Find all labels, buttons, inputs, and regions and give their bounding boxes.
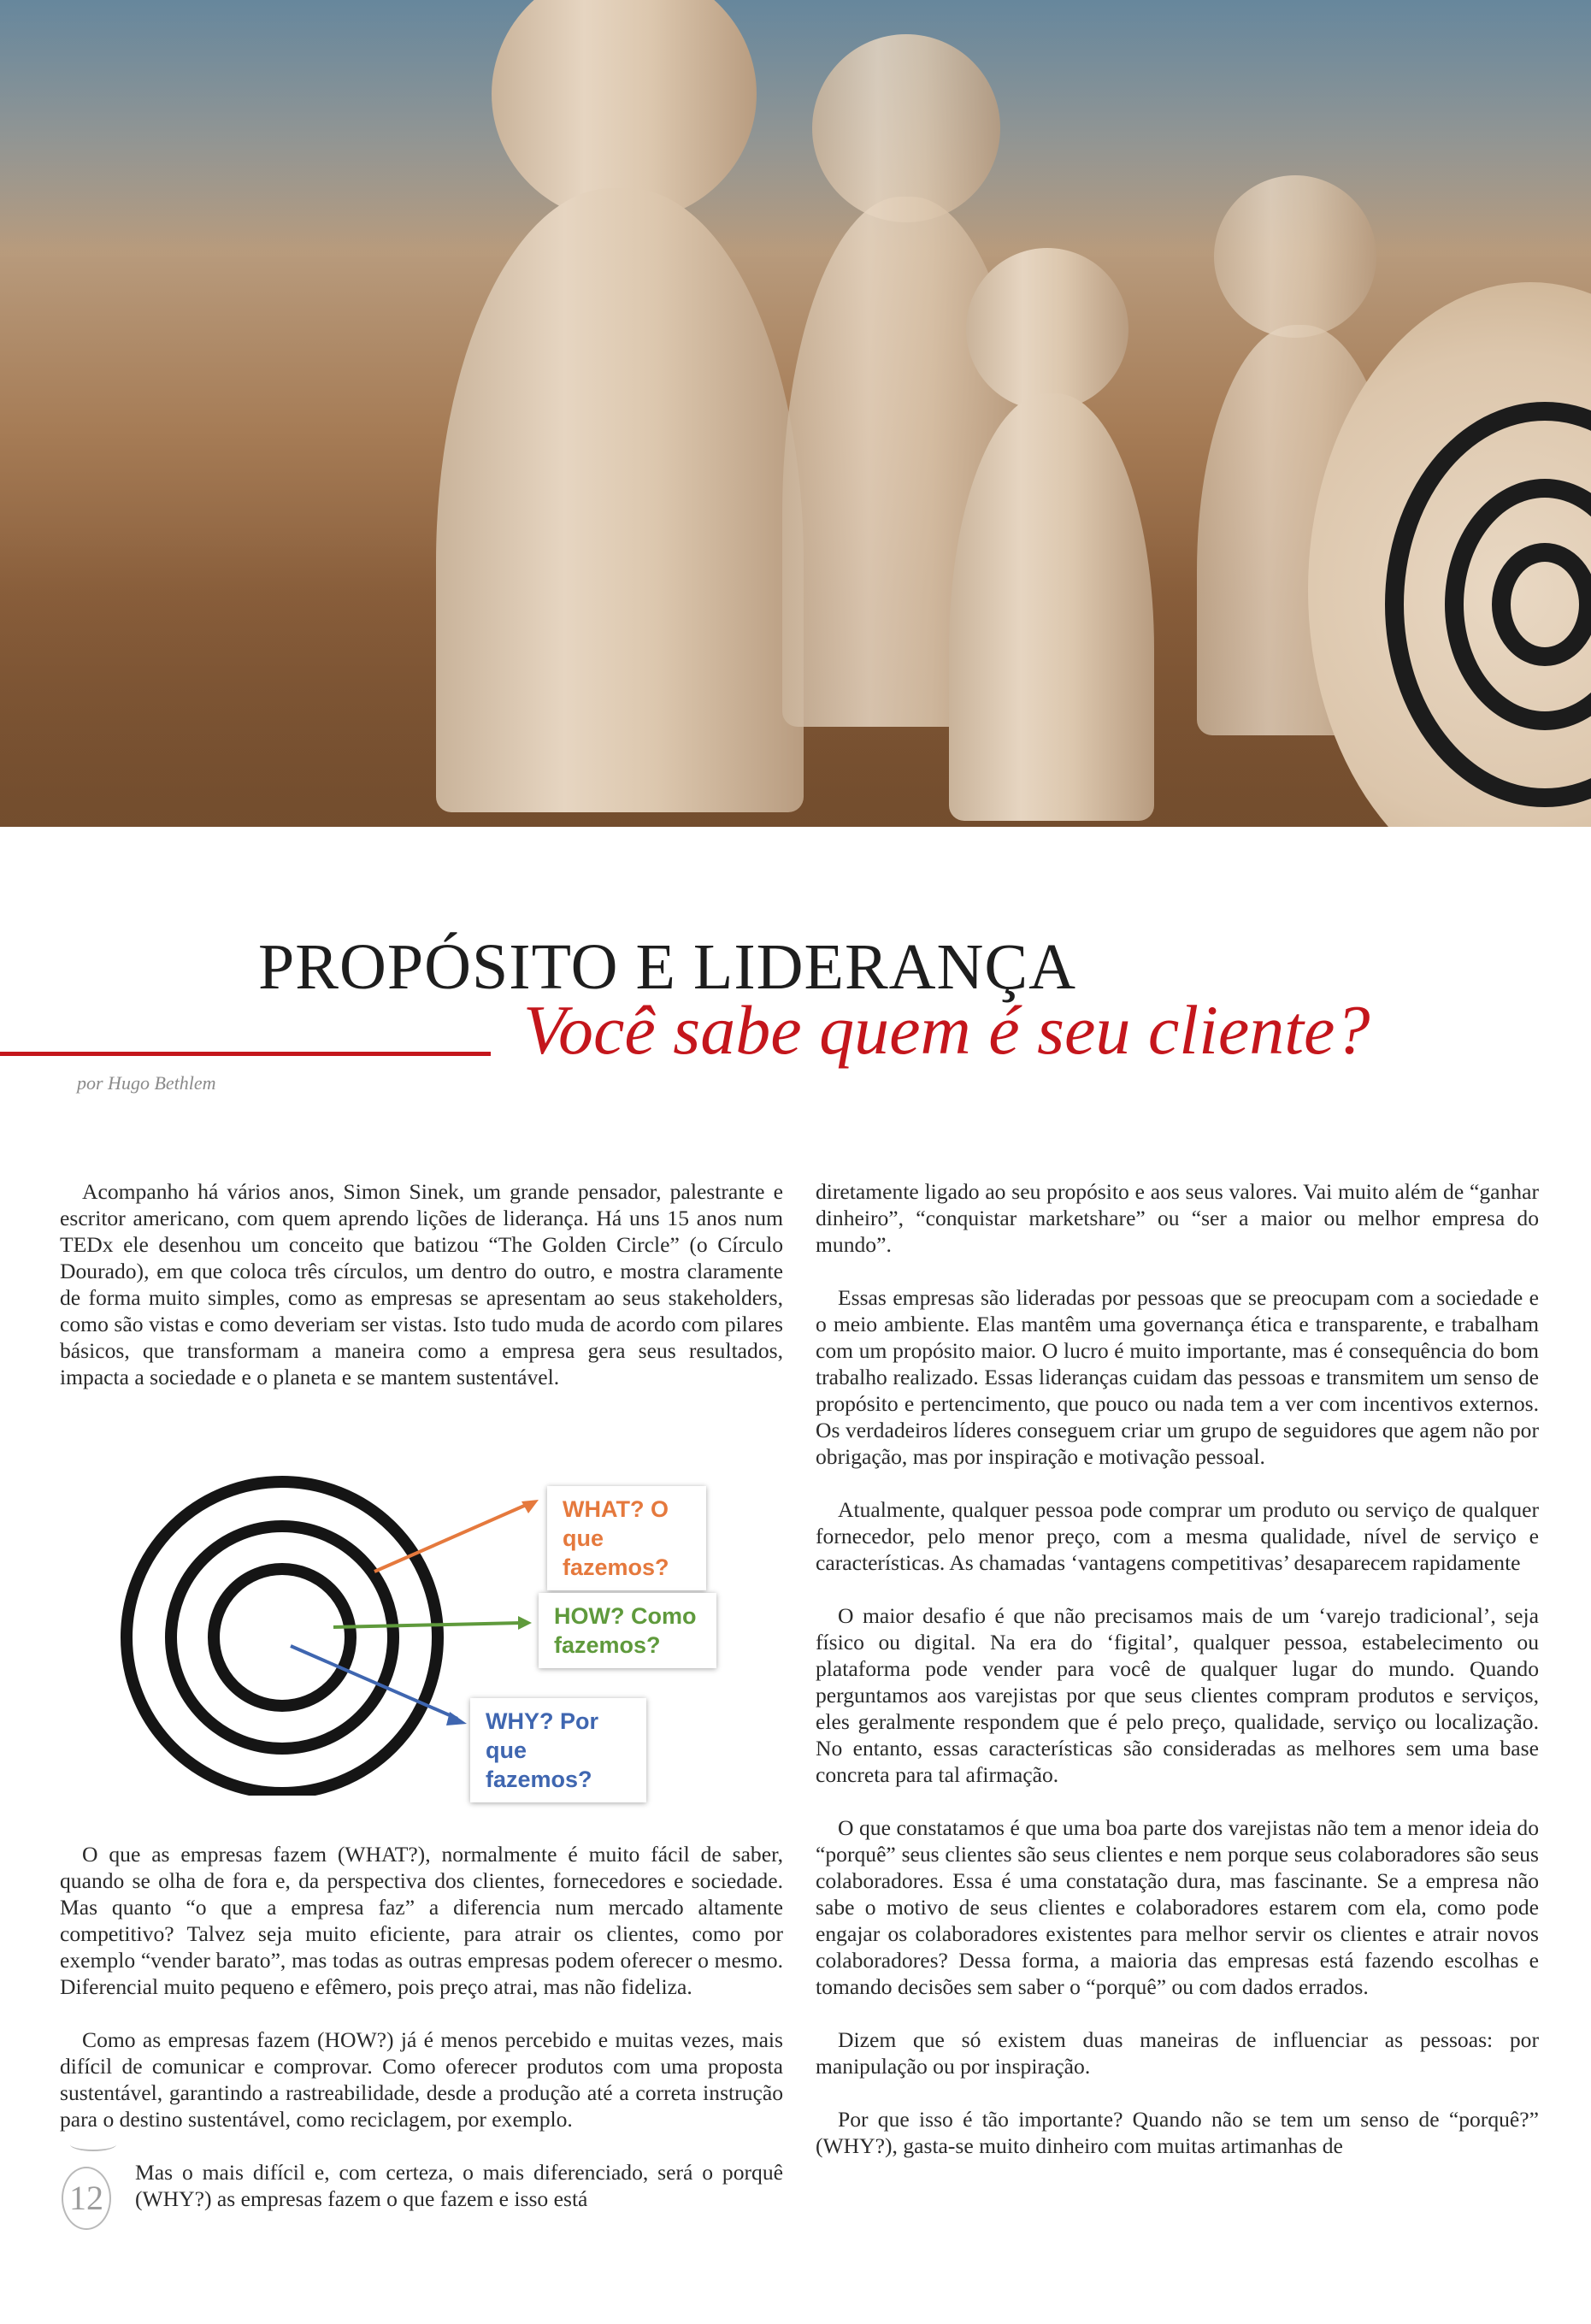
paragraph: Essas empresas são lideradas por pessoas que se preocupam com a sociedade e o meio ambiente. Elas mantêm uma governança ética e transparente, e trabalham com um propósito maior. O lucro é muito importante, mas é consequência do bom trabalho realizado. Essas lideranças cuidam das pessoas e transmitem um senso de propósito e pertencimento, que pouco ou nada tem a ver com incentivos externos. Os verdadeiros líderes conseguem criar um grupo de seguidores que agem não por obrigação, mas por inspiração e motivação pessoal. (816, 1285, 1539, 1469)
article-title: PROPÓSITO E LIDERANÇA (258, 931, 1077, 1003)
paragraph: Acompanho há vários anos, Simon Sinek, um grande pensador, palestrante e escritor americano, com quem aprendo lições de liderança. Há uns 15 anos num TEDx ele desenhou um conceito que batizou “The Golden Circle” (o Círculo Dourado), em que coloca três círculos, um dentro do outro, e mostra claramente de forma muito simples, como as empresas se apresentam ao seus stakeholders, como são vistas e como deveriam ser vistas. Isto tudo muda de acordo com pilares básicos, que transformam a maneira como a empresa gera seus resultados, impacta a sociedade e o planeta e se mantem sustentável. (60, 1179, 783, 1389)
hero-photo (0, 0, 1591, 827)
golden-circle-diagram (120, 1471, 744, 1796)
arrow-how-head (518, 1616, 532, 1630)
paragraph: O que constatamos é que uma boa parte dos varejistas não tem a menor ideia do “porquê” seus clientes são seus clientes e nem porque seus colaboradores são seus colaboradores. Essa é uma constatação dura, mas fascinante. Se a empresa não sabe o motivo de seus clientes e colaboradores estarem com ela, como pode engajar os colaboradores existentes para melhor servir os clientes e atrair novos colaboradores? Dessa forma, a maioria das empresas está fazendo escolhas e tomando decisões sem saber o “porquê” ou com dados errados. (816, 1815, 1539, 1999)
circle-how (171, 1526, 393, 1749)
circle-why (214, 1569, 351, 1706)
page-number: 12 (62, 2167, 111, 2230)
left-column-top (60, 1178, 783, 1417)
arrow-how (333, 1623, 521, 1627)
paragraph: diretamente ligado ao seu propósito e aos seus valores. Vai muito além de “ganhar dinheiro”, “conquistar marketshare” ou “ser a maior ou melhor empresa do mundo”. (816, 1179, 1539, 1257)
paragraph: Mas o mais difícil e, com certeza, o mais diferenciado, será o porquê (WHY?) as empresas fazem o que fazem e isso está (135, 2160, 783, 2211)
paragraph: Por que isso é tão importante? Quando não se tem um senso de “porquê?” (WHY?), gasta-se muito dinheiro com muitas artimanhas de (816, 2107, 1539, 2158)
paragraph: O maior desafio é que não precisamos mais de um ‘varejo tradicional’, seja físico ou digital. Na era do ‘figital’, qualquer pessoa, estabelecimento ou plataforma pode vender para você de qualquer lugar do mundo. Quando perguntamos aos varejistas por que seus clientes compram produtos e serviços, eles geralmente respondem que é pelo preço, qualidade, serviço ou localização. No entanto, essas características são consideradas as melhores sem uma base concreta para tal afirmação. (816, 1603, 1539, 1787)
paragraph: Dizem que só existem duas maneiras de influenciar as pessoas: por manipulação ou por inspiração. (816, 2027, 1539, 2079)
target-ring-inner (1492, 543, 1591, 666)
paragraph: Atualmente, qualquer pessoa pode comprar um produto ou serviço de qualquer fornecedor, pelo menor preço, com a mesma qualidade, nível de serviço e características. As chamadas ‘vantagens competitivas’ desaparecem rapidamente (816, 1497, 1539, 1575)
wooden-peg-head (966, 248, 1128, 410)
label-why: WHY? Por que fazemos? (470, 1698, 646, 1802)
label-what: WHAT? O que fazemos? (547, 1486, 706, 1590)
paragraph: O que as empresas fazem (WHAT?), normalmente é muito fácil de saber, quando se olha de fora e, da perspectiva dos clientes, fornecedores e sociedade. Mas quanto “o que a empresa faz” a diferencia num mercado altamente competitivo? Talvez seja muito eficiente, para atrair os clientes, como por exemplo “vender barato”, mas todas as outras empresas podem oferecer o mesmo. Diferencial muito pequeno e efêmero, pois preço atrai, mas não fideliza. (60, 1842, 783, 1999)
left-column-bottom (60, 1841, 783, 2238)
right-column (816, 1178, 1539, 2185)
wooden-peg-head (812, 34, 1000, 222)
page-number-ornament (70, 2138, 116, 2151)
wooden-peg-body (436, 188, 804, 812)
article-subtitle: Você sabe quem é seu cliente? (523, 991, 1370, 1069)
label-how: HOW? Como fazemos? (539, 1593, 716, 1668)
wooden-peg-head (1214, 175, 1376, 338)
paragraph: Como as empresas fazem (HOW?) já é menos percebido e muitas vezes, mais difícil de comunicar e comprovar. Como oferecer produtos com uma proposta sustentável, garantindo a rastreabilidade, desde a produção até a correta instrução para o destino sustentável, como reciclagem, por exemplo. (60, 2027, 783, 2132)
red-divider-rule (0, 1052, 491, 1056)
author-byline: por Hugo Bethlem (77, 1072, 216, 1094)
arrow-why-head (446, 1712, 467, 1725)
